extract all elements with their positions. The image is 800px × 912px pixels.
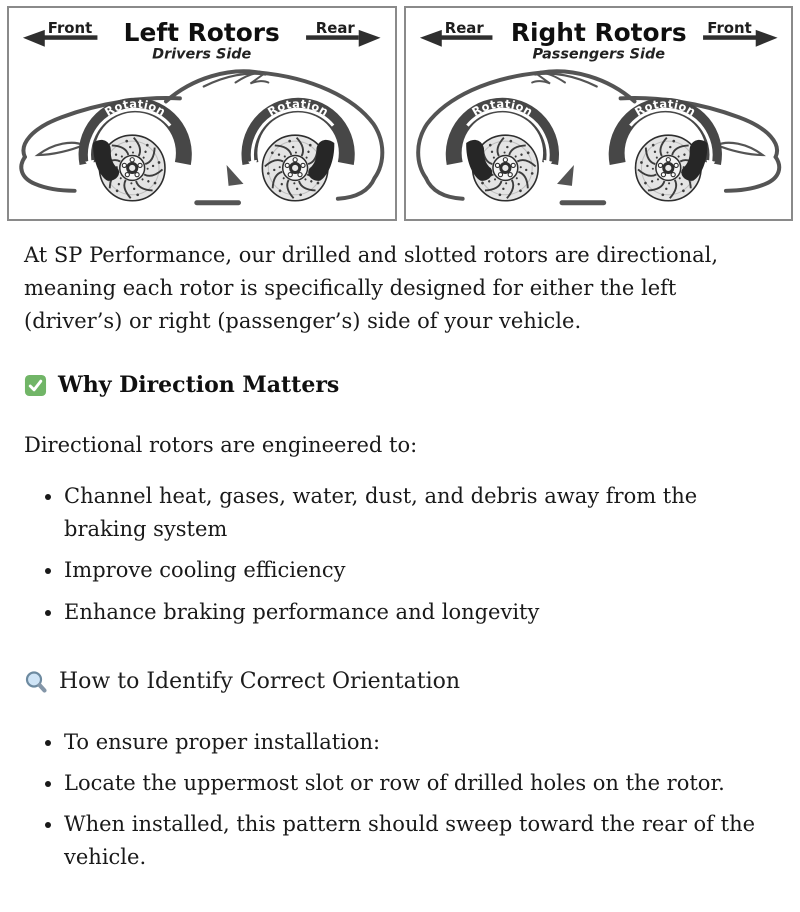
car-side-illustration <box>21 71 382 202</box>
article-content <box>0 221 800 912</box>
rotation-label: Rotation <box>468 96 535 119</box>
list-item: • When installed, this pattern should sweep toward the rear of the vehicle. <box>64 808 769 874</box>
section-why-lead: Directional rotors are engineered to: <box>24 432 418 457</box>
rotation-label: Rotation <box>102 96 169 119</box>
car-side-illustration-mirrored <box>418 71 779 202</box>
section-title: How to Identify Correct Orientation <box>59 668 461 694</box>
right-rotors-panel <box>404 6 794 221</box>
list-item: • Enhance braking performance and longevity <box>64 596 769 629</box>
panel-subtitle: Passengers Side <box>531 46 665 63</box>
front-arrow-icon <box>755 30 777 47</box>
list-item: • Improve cooling efficiency <box>64 554 769 587</box>
left-rotors-panel <box>7 6 397 221</box>
front-direction-label: Front <box>706 18 752 37</box>
panel-title: Left Rotors <box>123 17 280 47</box>
rotation-label: Rotation <box>631 96 698 119</box>
panel-subtitle: Drivers Side <box>152 46 252 63</box>
rear-direction-label: Rear <box>315 18 355 37</box>
rear-arrow-icon <box>419 30 441 47</box>
rear-arrow-icon <box>359 30 381 47</box>
left-panel-header <box>23 18 381 63</box>
why-direction-bullet-list <box>24 480 776 629</box>
rotation-label: Rotation <box>265 96 332 119</box>
right-panel-header <box>419 18 777 63</box>
magnifying-glass-icon <box>24 670 48 694</box>
list-item: • To ensure proper installation: <box>64 726 769 759</box>
front-arrow-icon <box>23 30 45 47</box>
list-item: • Locate the uppermost slot or row of drilled holes on the rotor. <box>64 767 769 800</box>
section-why-direction-heading <box>24 368 776 403</box>
panel-title: Right Rotors <box>510 17 687 47</box>
front-direction-label: Front <box>47 18 93 37</box>
section-title: Why Direction Matters <box>58 372 340 399</box>
rotors-direction-diagram <box>0 0 800 221</box>
section-identify-heading <box>24 665 776 700</box>
check-mark-icon <box>24 374 47 397</box>
intro-paragraph: At SP Performance, our drilled and slotted rotors are directional, meaning each rotor is specifically designed for either the left (driver’s) or right (passenger’s) side of your vehicle. <box>24 242 719 333</box>
rear-direction-label: Rear <box>444 18 484 37</box>
list-item: • Channel heat, gases, water, dust, and debris away from the braking system <box>64 480 769 546</box>
